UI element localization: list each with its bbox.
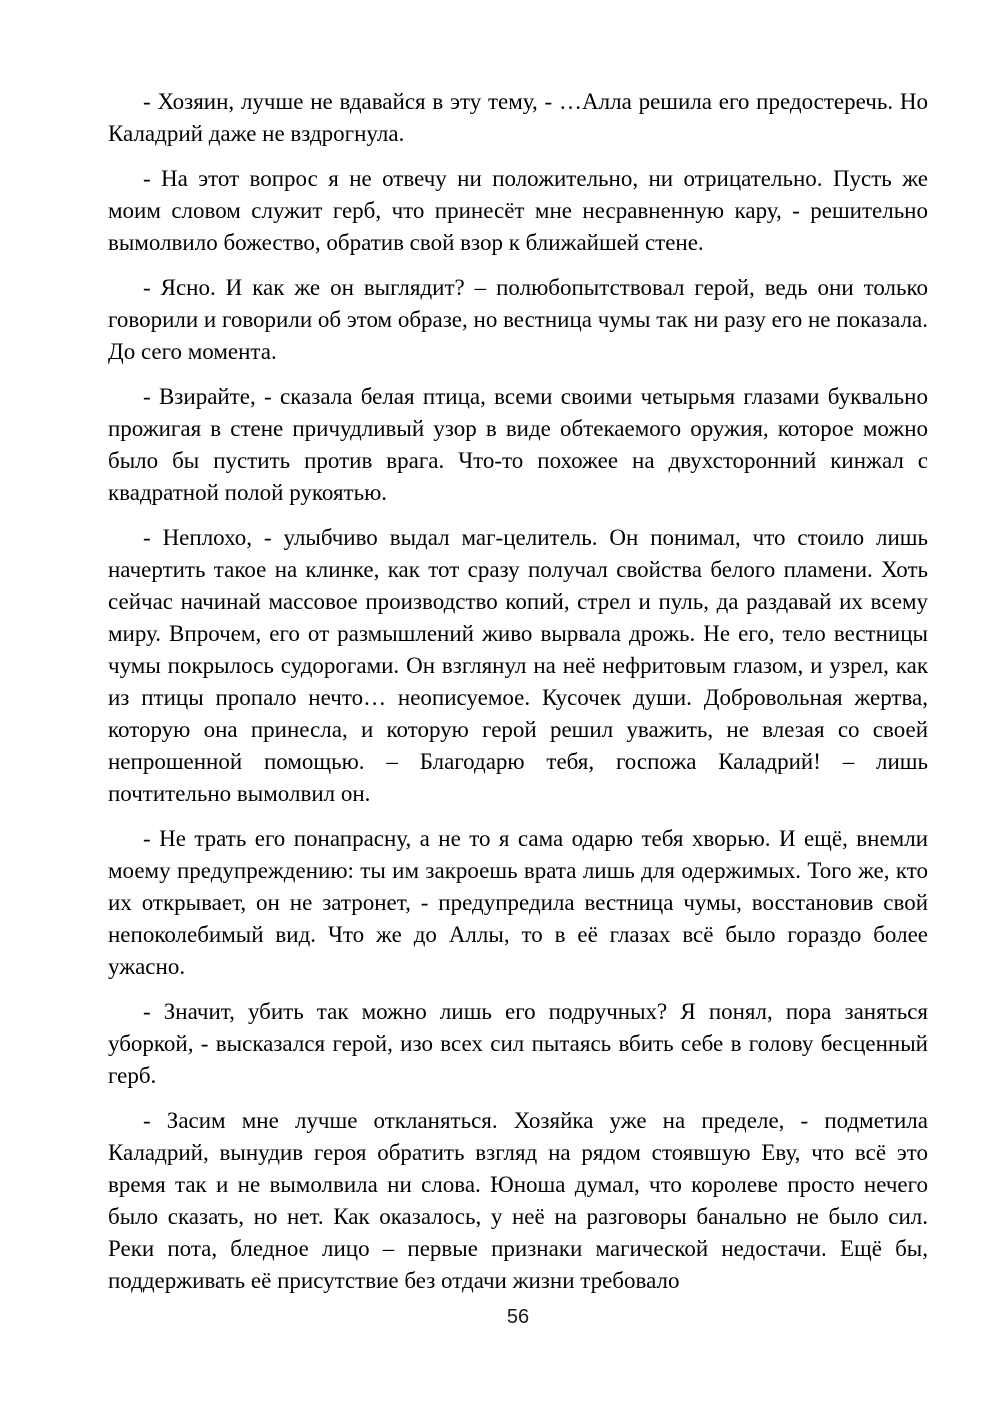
paragraph-8: - Засим мне лучше откланяться. Хозяйка уже на пределе, - подметила Каладрий, вынудив героя обратить взгляд на рядом стоявшую Еву, что всё это время так и не вымолвила ни слова. Юноша думал, что королеве просто нечего было сказать, но нет. Как оказалось, у неё на разговоры банально не было сил. Реки пота, бледное лицо – первые признаки магической недостачи. Ещё бы, поддерживать её присутствие без отдачи жизни требовало bbox=[108, 1108, 928, 1293]
page-number: 56 bbox=[506, 1306, 530, 1328]
paragraph-2: - На этот вопрос я не отвечу ни положительно, ни отрицательно. Пусть же моим словом служит герб, что принесёт мне несравненную кару, - решительно вымолвило божество, обратив свой взор к ближайшей стене. bbox=[108, 166, 928, 255]
text-content bbox=[108, 86, 928, 1310]
paragraph-6: - Не трать его понапрасну, а не то я сама одарю тебя хворью. И ещё, внемли моему предупреждению: ты им закроешь врата лишь для одержимых. Того же, кто их открывает, он не затронет, - предупредила вестница чумы, восстановив свой непоколебимый вид. Что же до Аллы, то в её глазах всё было гораздо более ужасно. bbox=[108, 826, 928, 979]
paragraph-7: - Значит, убить так можно лишь его подручных? Я понял, пора заняться уборкой, - высказался герой, изо всех сил пытаясь вбить себе в голову бесценный герб. bbox=[108, 999, 928, 1088]
paragraph-4: - Взирайте, - сказала белая птица, всеми своими четырьмя глазами буквально прожигая в стене причудливый узор в виде обтекаемого оружия, которое можно было бы пустить против врага. Что-то похожее на двухсторонний кинжал с квадратной полой рукоятью. bbox=[108, 384, 928, 505]
paragraph-1: - Хозяин, лучше не вдавайся в эту тему, - …Алла решила его предостеречь. Но Каладрий даже не вздрогнула. bbox=[108, 89, 928, 146]
page-footer bbox=[108, 1306, 928, 1329]
paragraph-5: - Неплохо, - улыбчиво выдал маг-целитель. Он понимал, что стоило лишь начертить такое на клинке, как тот сразу получал свойства белого пламени. Хоть сейчас начинай массовое производство копий, стрел и пуль, да раздавай их всему миру. Впрочем, его от размышлений живо вырвала дрожь. Не его, тело вестницы чумы покрылось судорогами. Он взглянул на неё нефритовым глазом, и узрел, как из птицы пропало нечто… неописуемое. Кусочек души. Добровольная жертва, которую она принесла, и которую герой решил уважить, не влезая со своей непрошенной помощью. – Благодарю тебя, госпожа Каладрий! – лишь почтительно вымолвил он. bbox=[108, 525, 928, 806]
paragraph-3: - Ясно. И как же он выглядит? – полюбопытствовал герой, ведь они только говорили и говорили об этом образе, но вестница чумы так ни разу его не показала. До сего момента. bbox=[108, 275, 929, 364]
